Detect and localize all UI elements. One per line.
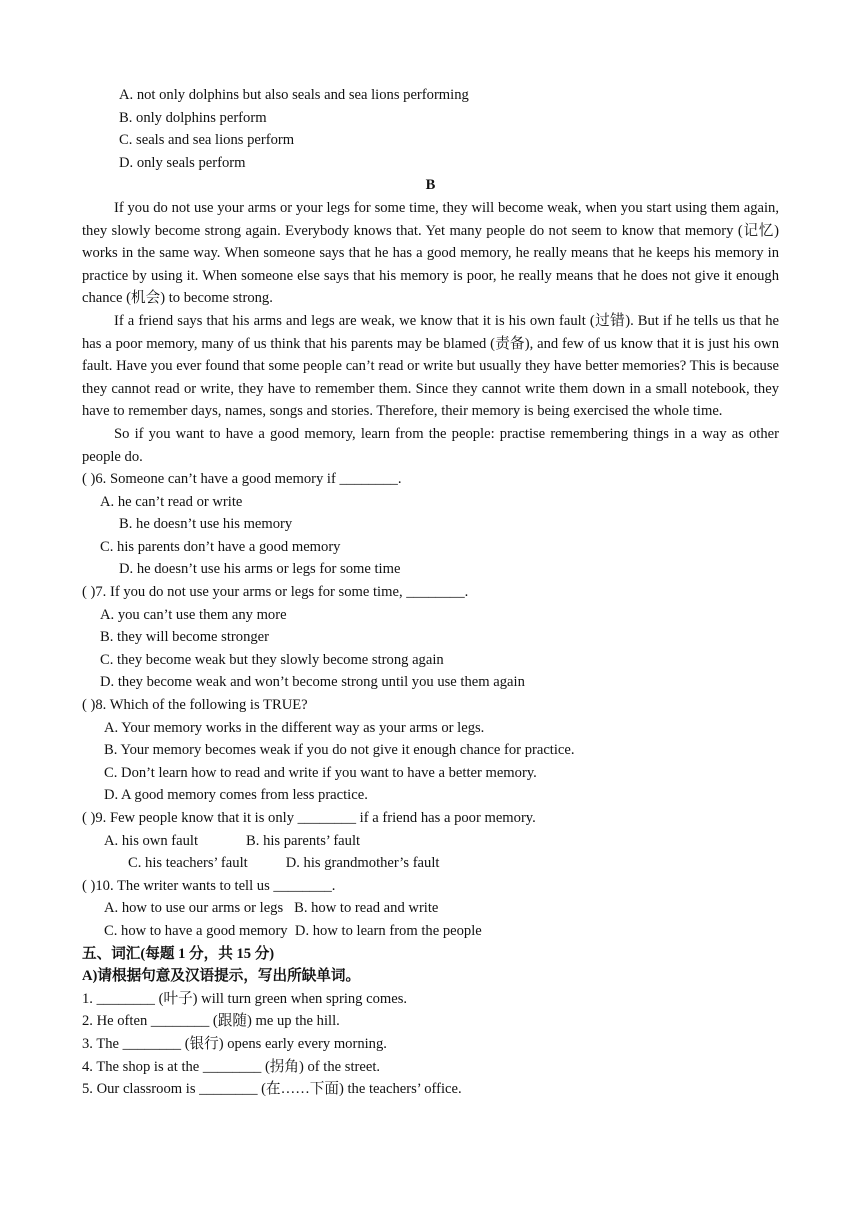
question-6-option-b: B. he doesn’t use his memory (119, 516, 293, 533)
passage-paragraph-3: So if you want to have a good memory, learn from the people: practise remembering things in a way as other people do. (82, 425, 779, 465)
question-8-option-a: A. Your memory works in the different way as your arms or legs. (104, 719, 485, 736)
question-9-option-c: C. his teachers’ fault (128, 855, 248, 872)
question-10-option-c: C. how to have a good memory (104, 922, 288, 939)
question-6-stem: ( )6. Someone can’t have a good memory if ________. (82, 471, 402, 488)
option-d-prev: D. only seals perform (119, 154, 246, 171)
vocab-item-2: 2. He often ________ (跟随) me up the hill. (82, 1013, 340, 1030)
question-8-option-c: C. Don’t learn how to read and write if you want to have a better memory. (104, 764, 537, 781)
question-9-option-b: B. his parents’ fault (246, 832, 361, 849)
vocab-item-3: 3. The ________ (银行) opens early every morning. (82, 1035, 387, 1052)
section-5-subtitle: A)请根据句意及汉语提示，写出所缺单词。 (82, 968, 361, 985)
question-7-option-d: D. they become weak and won’t become strong until you use them again (100, 674, 525, 691)
vocab-item-1: 1. ________ (叶子) will turn green when spring comes. (82, 990, 408, 1007)
question-10-options-cd (82, 920, 779, 943)
question-9-options-ab (82, 830, 779, 853)
question-7-option-a: A. you can’t use them any more (100, 606, 287, 623)
vocab-item-5: 5. Our classroom is ________ (在……下面) the teachers’ office. (82, 1081, 462, 1098)
passage-b (82, 197, 779, 468)
question-9-option-a: A. his own fault (104, 832, 199, 849)
question-10-options-ab (82, 897, 779, 920)
exam-page (82, 84, 779, 1101)
question-10-option-d: D. how to learn from the people (294, 922, 482, 939)
question-9-options-cd (82, 852, 779, 875)
question-8-option-b: B. Your memory becomes weak if you do not give it enough chance for practice. (104, 742, 575, 759)
passage-paragraph-2: If a friend says that his arms and legs are weak, we know that it is his own fault (过错). But if he tells us that he has a poor memory, many of us think that his parents may be blamed (责备), and few of us know that it is just his own fault. Have you ever found that some people can’t read or write but usually they have better memories? This is because they cannot read or write, they have to remember them. Since they cannot write them down in a small notebook, they have to remember days, names, songs and stories. Therefore, their memory is being exercised the whole time. (82, 312, 779, 420)
option-b-prev: B. only dolphins perform (119, 109, 267, 126)
section-5-title: 五、词汇(每题 1 分，共 15 分) (82, 945, 275, 962)
question-10-option-a: A. how to use our arms or legs (104, 900, 284, 917)
question-6-option-c: C. his parents don’t have a good memory (100, 538, 341, 555)
question-10-option-b: B. how to read and write (294, 900, 439, 917)
passage-paragraph-1: If you do not use your arms or your legs for some time, they will become weak, when you start using them again, they slowly become strong again. Everybody knows that. Yet many people do not seem to know that memory (记忆) works in the same way. When someone says that he has a good memory, he really means that he keeps his memory in practice by using it. When someone else says that his memory is poor, he really means that he does not give it enough chance (机会) to become strong. (82, 199, 779, 307)
question-6-option-a: A. he can’t read or write (100, 493, 243, 510)
question-8-stem: ( )8. Which of the following is TRUE? (82, 697, 308, 714)
vocab-item-4: 4. The shop is at the ________ (拐角) of the street. (82, 1058, 381, 1075)
question-7-option-c: C. they become weak but they slowly become strong again (100, 651, 444, 668)
question-7-stem: ( )7. If you do not use your arms or legs for some time, ________. (82, 584, 469, 601)
question-8-option-d: D. A good memory comes from less practice. (104, 787, 368, 804)
question-7-option-b: B. they will become stronger (100, 629, 270, 646)
option-c-prev: C. seals and sea lions perform (119, 132, 295, 149)
question-10-stem: ( )10. The writer wants to tell us ________. (82, 877, 336, 894)
question-9-option-d: D. his grandmother’s fault (285, 855, 440, 872)
question-9-stem: ( )9. Few people know that it is only ________ if a friend has a poor memory. (82, 810, 536, 826)
question-6-option-d: D. he doesn’t use his arms or legs for some time (119, 561, 401, 578)
option-a-prev: A. not only dolphins but also seals and sea lions performing (119, 87, 469, 103)
passage-heading: B (425, 177, 436, 194)
